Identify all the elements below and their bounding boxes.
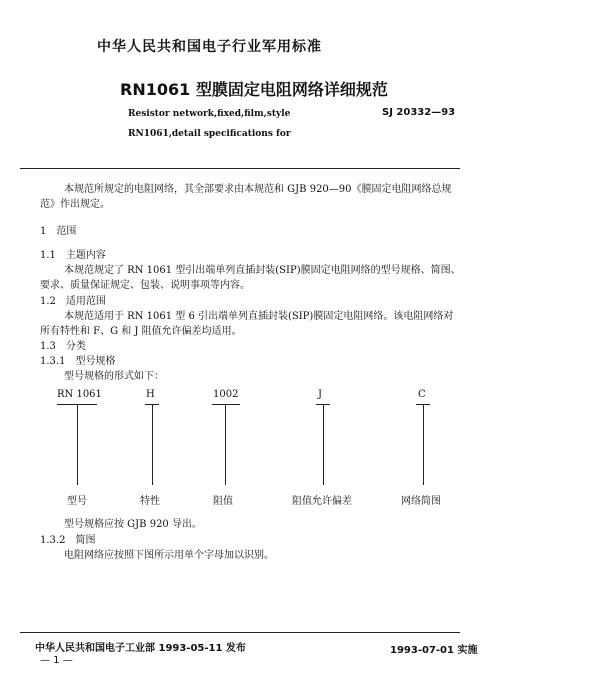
- section-1-3-2-line-1: 电阻网络应按照下图所示用单个字母加以识别。: [64, 550, 274, 561]
- section-1-1-line-2: 要求、质量保证规定、包装、说明事项等内容。: [40, 280, 250, 291]
- designation-code-resistance: 1002: [213, 389, 239, 400]
- designation-label-tolerance: 阻值允许偏差: [292, 496, 352, 507]
- characteristic-connector-line: [152, 405, 153, 485]
- section-1-2-line-2: 所有特性和 F、G 和 J 阻值允许偏差均适用。: [40, 326, 242, 337]
- designation-label-characteristic: 特性: [140, 496, 160, 507]
- section-1-1-heading: 1.1 主题内容: [40, 250, 106, 261]
- standard-code: SJ 20332—93: [382, 107, 456, 118]
- section-1-1-line-1: 本规范规定了 RN 1061 型引出端单列直插封装(SIP)膜固定电阻网络的型号规格、简图、: [64, 265, 461, 276]
- intro-line-1: 本规范所规定的电阻网络，其全部要求由本规范和 GJB 920—90《膜固定电阻网络总规: [64, 184, 452, 195]
- section-1-3-1-line-1: 型号规格的形式如下：: [64, 371, 164, 382]
- section-1-2-line-1: 本规范适用于 RN 1061 型 6 引出端单列直插封装(SIP)膜固定电阻网络。该电阻网络对: [64, 311, 454, 322]
- section-1-3-heading: 1.3 分类: [40, 341, 86, 352]
- page-number: — 1 —: [40, 655, 73, 666]
- standard-org-title: 中华人民共和国电子行业军用标准: [97, 39, 322, 55]
- intro-line-2: 范》作出规定。: [40, 199, 110, 210]
- header-divider: [20, 168, 460, 169]
- page-title: RN1061 型膜固定电阻网络详细规范: [120, 80, 388, 99]
- section-1-heading: 1 范围: [40, 226, 77, 237]
- designation-label-schematic: 网络简图: [401, 496, 441, 507]
- designation-code-tolerance: J: [318, 389, 323, 400]
- footer-divider: [20, 632, 460, 633]
- english-title-line2: RN1061,detail specifications for: [128, 129, 291, 139]
- tolerance-connector-line: [323, 405, 324, 485]
- designation-label-resistance: 阻值: [213, 496, 233, 507]
- issue-date: 中华人民共和国电子工业部 1993-05-11 发布: [35, 643, 246, 654]
- section-1-3-1-heading: 1.3.1 型号规格: [40, 356, 116, 367]
- section-1-2-heading: 1.2 适用范围: [40, 296, 106, 307]
- section-1-3-2-heading: 1.3.2 简图: [40, 535, 96, 546]
- effective-date: 1993-07-01 实施: [390, 645, 478, 656]
- resistance-underline: [212, 404, 240, 405]
- resistance-connector-line: [225, 405, 226, 485]
- schematic-connector-line: [423, 405, 424, 485]
- section-1-3-1-note: 型号规格应按 GJB 920 导出。: [64, 519, 202, 530]
- designation-code-model: RN 1061: [57, 389, 102, 400]
- designation-code-schematic: C: [418, 389, 426, 400]
- designation-code-characteristic: H: [146, 389, 155, 400]
- english-title-line1: Resistor network,fixed,film,style: [128, 109, 291, 119]
- model-connector-line: [77, 405, 78, 485]
- designation-label-model: 型号: [67, 496, 87, 507]
